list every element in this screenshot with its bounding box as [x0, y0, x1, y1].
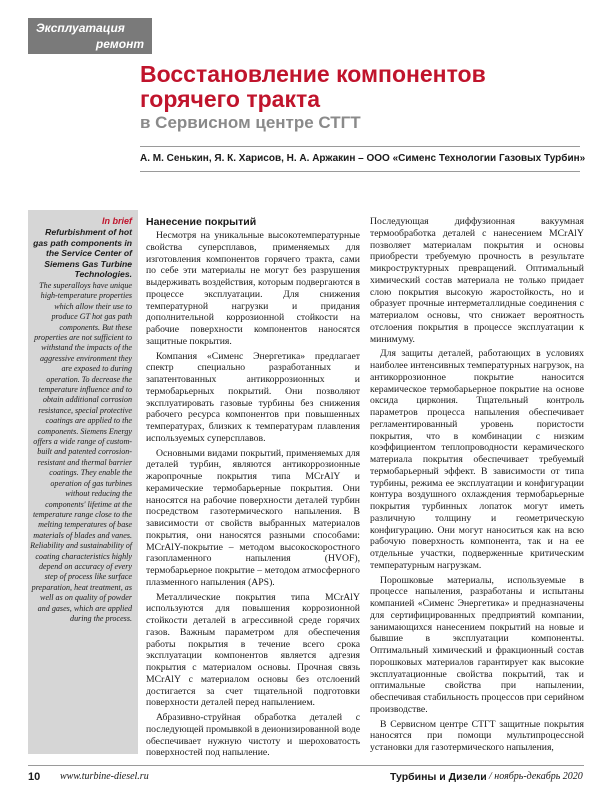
article-column-1 [146, 216, 360, 762]
article-column-2 [370, 216, 584, 757]
paragraph: Порошковые материалы, используемые в процессе напыления, разработаны и испытаны компанией «Сименс Энергетика» и предназначены для сертифицированных предприятий компании, занимающихся нанесением покрытий на новые и бывшие в эксплуатации компоненты. Оптимальный химический и фракционный состав порошковых материалов гарантирует как высокие эксплуатационные свойства покрытий, так и оптимальные свойства при напылении, обеспечивая стабильность процессов при серийном производстве. [370, 574, 584, 715]
article-subtitle: в Сервисном центре СТГТ [140, 113, 361, 132]
site-link[interactable]: www.turbine-diesel.ru [60, 771, 149, 782]
section-tag-line2: ремонт [95, 37, 144, 51]
sidebar-in-brief [28, 216, 132, 624]
section-heading: Нанесение покрытий [146, 216, 257, 228]
page-number: 10 [28, 771, 41, 783]
sidebar-body: The superalloys have unique high-temperature properties which allow their use to produce GT hot gas path components. But these properties are not sufficient to withstand the impacts of the aggressive environment they are exposed to during operation. To decrease the temperature influence and to obtain additional corrosion resistance, special protective coatings are applied to the components. Siemens Energy offers a wide range of custom-built and patented corrosion-resistant and thermal barrier coatings. They enable the operation of gas turbines without reducing the components' lifetime at the temperature range close to the melting temperatures of base materials of blades and vanes. Reliability and sustainability of coating characteristics highly depend on accuracy of every step of process like surface preparation, heat treatment, as well as on quality of powder and gases, which are applied during the process. [30, 280, 132, 623]
paragraph: Абразивно-струйная обработка деталей с последующей промывкой в деионизированной воде обеспечивает нужную чистоту и шероховатость поверхностей под напыление. [146, 712, 360, 759]
journal-name: Турбины и Дизели [390, 771, 487, 783]
section-tag [28, 18, 152, 54]
paragraph: Металлические покрытия типа MCrAlY используются для повышения коррозионной стойкости деталей в агрессивной среде горячих газов. Важным параметром для обеспечения работы покрытия в течение всего срока эксплуатации компонентов является адгезия покрытия с материалом основы. Прочная связь MCrAlY с материалом основы без отслоений достигается за счет тщательной подготовки поверхности деталей перед напылением. [146, 591, 360, 709]
sidebar-heading: Refurbishment of hot gas path components in the Service Center of Siemens Gas Turbine Technologies. [33, 227, 132, 280]
top-divider [140, 146, 580, 147]
paragraph: Компания «Сименс Энергетика» предлагает спектр специально разработанных и запатентованных антикоррозионных и термобарьерных покрытий. Они позволяют эксплуатировать газовые турбины без снижения рабочего ресурса компонентов при повышенных температурах, близких к температурам плавления используемых суперсплавов. [146, 350, 360, 444]
paragraph: Несмотря на уникальные высокотемпературные свойства суперсплавов, применяемых для изготовления компонентов горячего тракта, сами по себе эти материалы не могут без разрушения выдерживать воздействия, которым подвергаются в процессе эксплуатации. Для снижения температурной нагрузки и придания дополнительной коррозионной стойкости на рабочие поверхности компонентов наносятся защитные покрытия. [146, 230, 360, 347]
authors-divider [140, 171, 580, 172]
article-title: Восстановление компонентов горячего тракта [140, 61, 486, 112]
paragraph: В Сервисном центре СТГТ защитные покрытия наносятся при помощи мультипроцессной установки для газотермического напыления, [370, 718, 584, 753]
issue-date: / ноябрь-декабрь 2020 [489, 771, 583, 782]
paragraph: Основными видами покрытий, применяемых для деталей турбин, являются антикоррозионные жаропрочные покрытия типа MCrAlY и керамические термобарьерные покрытия. Они наносятся на рабочие поверхности деталей турбин посредством газотермического напыления. В зависимости от свойств выбранных материалов покрытия, они наносятся разными способами: MCrAlY-покрытие – методом высокоскоростного газопламенного напыления (HVOF), термобарьерное покрытие – методом атмосферного плазменного напыления (APS). [146, 447, 360, 588]
paragraph-continued: Последующая диффузионная вакуумная термообработка деталей с нанесением MCrAlY позволяет материалам покрытия и основы приобрести требуемую прочность в результате микроструктурных превращений. Оптимальный химический состав материала не только придает слою покрытия высокую жаростойкость, но и образует прочные интерметаллидные соединения с материалом основы, что снижает вероятность отслоения покрытия в процессе эксплуатации к минимуму. [370, 216, 584, 345]
section-tag-line1: Эксплуатация [36, 21, 125, 35]
paragraph: Для защиты деталей, работающих в условиях наиболее интенсивных температурных нагрузок, на антикоррозионное покрытие наносится керамическое термобарьерное покрытие на основе оксида циркония. Тщательный контроль параметров процесса напыления обеспечивает регламентированный уровень пористости покрытия, что в комбинации с низким коэффициентом теплопроводности керамического материала покрытия обеспечивает требуемый термобарьерный эффект. В зависимости от типа турбины, режима ее эксплуатации и конфигурации контура воздушного охлаждения термобарьерные покрытия турбинных лопаток могут иметь различную толщину и геометрическую конфигурацию. Они могут наноситься как на всю рабочую поверхность компонента, так и на ее отдельные участки, подверженные критическим температурным нагрузкам. [370, 348, 584, 571]
footer-divider [28, 765, 584, 766]
authors-line: А. М. Сенькин, Я. К. Харисов, Н. А. Аржакин – ООО «Сименс Технологии Газовых Турбин» [140, 153, 586, 164]
sidebar-label: In brief [101, 216, 132, 226]
